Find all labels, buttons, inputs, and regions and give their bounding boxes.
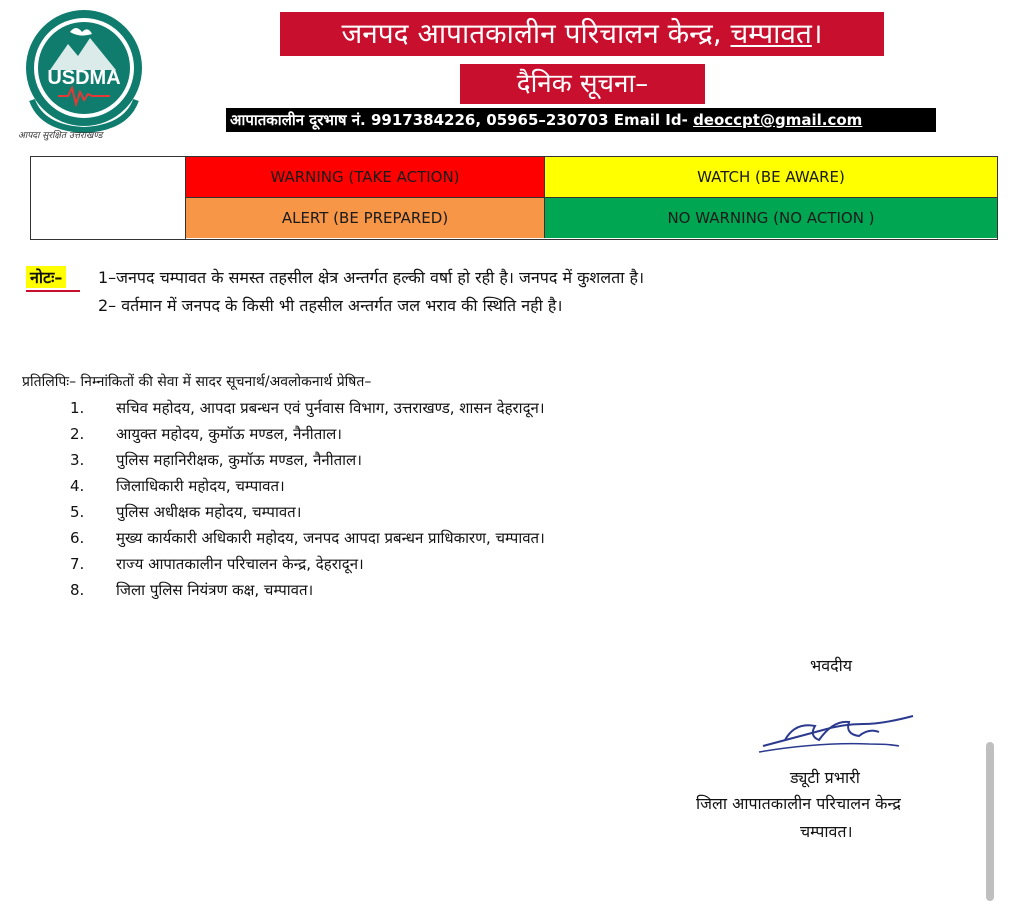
phone-text: आपातकालीन दूरभाष नं. 9917384226, 05965–230703 Email Id- xyxy=(230,111,694,129)
contact-bar xyxy=(226,108,936,132)
list-item-text: राज्य आपातकालीन परिचालन केन्द्र, देहरादून। xyxy=(116,555,364,573)
usdma-logo xyxy=(20,8,150,140)
list-item-number: 8. xyxy=(70,581,85,599)
list-item-text: जिला पुलिस नियंत्रण कक्ष, चम्पावत। xyxy=(116,581,314,599)
list-item-text: सचिव महोदय, आपदा प्रबन्धन एवं पुर्नवास विभाग, उत्तराखण्ड, शासन देहरादून। xyxy=(116,399,545,417)
signatory-office: जिला आपातकालीन परिचालन केन्द्र xyxy=(696,794,901,813)
list-item-number: 3. xyxy=(70,451,85,469)
list-item xyxy=(70,450,545,476)
email-link[interactable]: deoccpt@gmail.com xyxy=(693,111,863,129)
signature-image xyxy=(755,706,920,766)
list-item xyxy=(70,554,545,580)
title-city: चम्पावत xyxy=(730,17,812,50)
logo-tagline: आपदा सुरक्षित उत्तराखण्ड xyxy=(18,131,103,141)
list-item-number: 2. xyxy=(70,425,85,443)
warning-legend-table xyxy=(30,156,998,240)
note-line-1: 1–जनपद चम्पावत के समस्त तहसील क्षेत्र अन्तर्गत हल्की वर्षा हो रही है। जनपद में कुशलता है। xyxy=(98,268,645,287)
note-label: नोटः– xyxy=(26,266,66,288)
legend-warning: WARNING (TAKE ACTION) xyxy=(186,157,545,198)
signatory-place: चम्पावत। xyxy=(800,822,853,841)
note-underline xyxy=(26,290,80,292)
list-item-text: पुलिस महानिरीक्षक, कुमॉऊ मण्डल, नैनीताल। xyxy=(116,451,362,469)
list-item-number: 4. xyxy=(70,477,85,495)
list-item xyxy=(70,476,545,502)
legend-alert: ALERT (BE PREPARED) xyxy=(186,198,545,238)
legend-blank-cell xyxy=(31,157,186,239)
signatory-designation: ड्यूटी प्रभारी xyxy=(790,768,860,787)
list-item-text: पुलिस अधीक्षक महोदय, चम्पावत। xyxy=(116,503,302,521)
list-item xyxy=(70,580,545,606)
title-suffix: । xyxy=(811,17,823,50)
closing-yours: भवदीय xyxy=(810,656,853,675)
list-item-text: आयुक्त महोदय, कुमॉऊ मण्डल, नैनीताल। xyxy=(116,425,342,443)
list-item-number: 1. xyxy=(70,399,85,417)
legend-no-warning: NO WARNING (NO ACTION ) xyxy=(545,198,997,238)
list-item xyxy=(70,398,545,424)
vertical-scrollbar[interactable] xyxy=(986,742,994,901)
legend-watch: WATCH (BE AWARE) xyxy=(545,157,997,198)
logo-text: USDMA xyxy=(47,67,121,89)
copy-to-list xyxy=(70,398,545,606)
list-item-number: 7. xyxy=(70,555,85,573)
list-item-text: मुख्य कार्यकारी अधिकारी महोदय, जनपद आपदा प्रबन्धन प्राधिकारण, चम्पावत। xyxy=(116,529,545,547)
list-item xyxy=(70,502,545,528)
page-subtitle: दैनिक सूचना– xyxy=(460,64,705,104)
list-item-number: 6. xyxy=(70,529,85,547)
page-title xyxy=(280,12,884,56)
copy-to-heading: प्रतिलिपिः– निम्नांकितों की सेवा में सादर सूचनार्थ/अवलोकनार्थ प्रेषित– xyxy=(22,374,372,390)
note-line-2: 2– वर्तमान में जनपद के किसी भी तहसील अन्तर्गत जल भराव की स्थिति नही है। xyxy=(98,296,563,315)
list-item-text: जिलाधिकारी महोदय, चम्पावत। xyxy=(116,477,285,495)
list-item-number: 5. xyxy=(70,503,85,521)
list-item xyxy=(70,528,545,554)
title-prefix: जनपद आपातकालीन परिचालन केन्द्र, xyxy=(341,17,731,50)
list-item xyxy=(70,424,545,450)
